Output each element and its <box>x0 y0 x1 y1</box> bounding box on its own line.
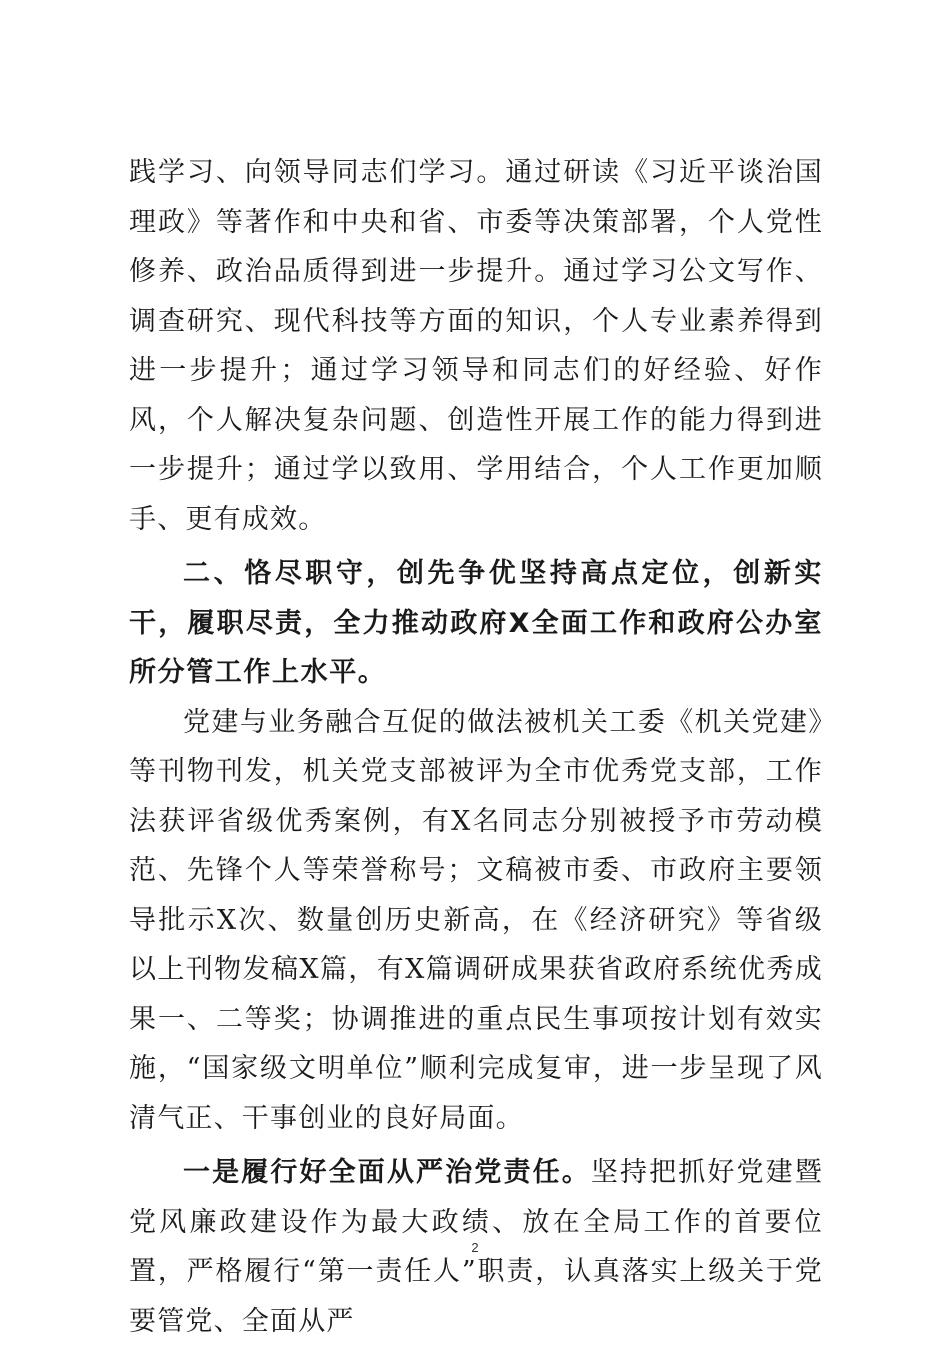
body-paragraph: 党建与业务融合互促的做法被机关工委《机关党建》等刊物刊发，机关党支部被评为全市优秀党支部，工作法获评省级优秀案例，有X名同志分别被授予市劳动模范、先锋个人等荣誉称号；文稿被市委、市政府主要领导批示X次、数量创历史新高，在《经济研究》等省级以上刊物发稿X篇，有X篇调研成果获省政府系统优秀成果一、二等奖；协调推进的重点民生事项按计划有效实施，“国家级文明单位”顺利完成复审，进一步呈现了风清气正、干事创业的良好局面。 <box>129 706 823 1134</box>
paragraph-text: 坚持把抓好党建暨党风廉政建设作为最大政绩、放在全局工作的首要位置，严格履行“第一责任人”职责，认真落实上级关于党要管党、全面从严 <box>129 1157 823 1337</box>
paragraph-lead-sentence: 一是履行好全面从严治党责任。 <box>183 1157 591 1188</box>
section-heading: 二、恪尽职守，创先争优坚持高点定位，创新实干，履职尽责，全力推动政府X全面工作和政府公办室所分管工作上水平。 <box>129 558 823 688</box>
page-number: 2 <box>471 1240 479 1255</box>
body-paragraph-continued: 践学习、向领导同志们学习。通过研读《习近平谈治国理政》等著作和中央和省、市委等决策部署，个人党性修养、政治品质得到进一步提升。通过学习公文写作、调查研究、现代科技等方面的知识，个人专业素养得到进一步提升；通过学习领导和同志们的好经验、好作风，个人解决复杂问题、创造性开展工作的能力得到进一步提升；通过学以致用、学用结合，个人工作更加顺手、更有成效。 <box>129 157 823 535</box>
document-body <box>129 148 823 1351</box>
